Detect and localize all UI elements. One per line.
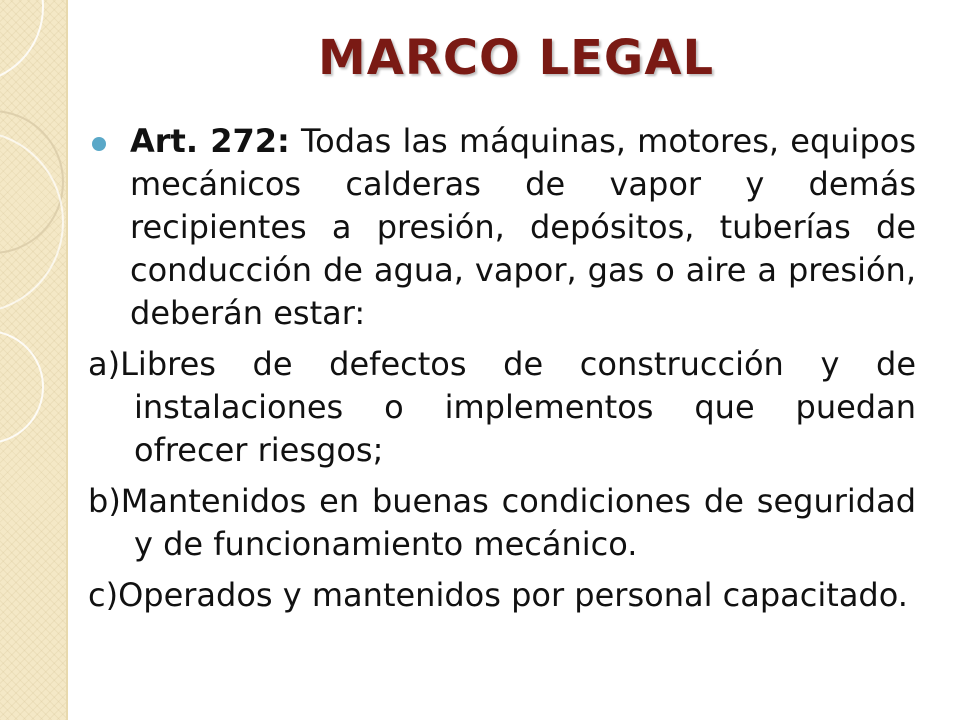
item-marker: b) xyxy=(88,482,121,520)
list-item xyxy=(88,574,916,617)
decorative-ring xyxy=(0,0,44,84)
item-marker: c) xyxy=(88,576,119,614)
decorative-ring xyxy=(0,330,44,444)
article-paragraph xyxy=(88,120,916,335)
article-text: Todas las máquinas, motores, equipos mecánicos calderas de vapor y demás recipientes a presión, depósitos, tuberías de conducción de agua, vapor, gas o aire a presión, deberán estar: xyxy=(130,122,917,332)
item-text: Operados y mantenidos por personal capacitado. xyxy=(118,576,908,614)
item-text: Libres de defectos de construcción y de instalaciones o implementos que puedan ofrecer riesgos; xyxy=(120,345,916,469)
item-text: Mantenidos en buenas condiciones de seguridad y de funcionamiento mecánico. xyxy=(120,482,916,563)
list-item xyxy=(88,343,916,472)
item-marker: a) xyxy=(88,345,121,383)
slide-title: MARCO LEGAL xyxy=(317,30,715,86)
bullet-icon xyxy=(92,137,106,151)
article-label: Art. 272: xyxy=(130,122,290,160)
slide-content xyxy=(88,120,916,625)
band-edge xyxy=(66,0,72,720)
list-item xyxy=(88,480,916,566)
decorative-side-band xyxy=(0,0,66,720)
